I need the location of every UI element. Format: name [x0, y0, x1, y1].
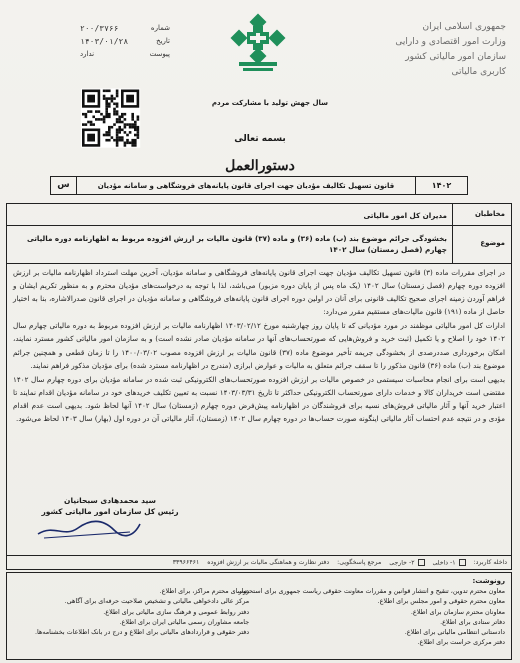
cc-item: معاونان محترم سازمان برای اطلاع.	[410, 607, 505, 616]
cc-left-column	[13, 586, 249, 647]
basmala: بسمه تعالی	[234, 134, 286, 144]
subject-label: موضوع	[480, 239, 505, 247]
document-title: دستورالعمل	[225, 158, 295, 174]
date-label: تاریخ	[156, 37, 170, 45]
addressee-label: مخاطبان	[474, 210, 505, 218]
cc-item: مرکز عالی دادخواهی مالیاتی و تشخیص صلاحیت حرفه‌ای برای آگاهی.	[64, 597, 250, 606]
cc-item: دفتر مرکزی حراست برای اطلاع.	[417, 638, 505, 647]
header-line: وزارت امور اقتصادی و دارایی	[395, 37, 506, 47]
number-value: ۲۰۰/۳۷۶۶	[80, 24, 119, 33]
attachment-label: پیوست	[149, 50, 170, 58]
subject-row	[7, 226, 511, 264]
response-phone: ۳۳۹۶۶۴۶۱	[172, 559, 200, 566]
attachment-value: ندارد	[80, 50, 95, 58]
cc-item: معاون محترم حقوقی و امور مجلس برای اطلاع.	[377, 597, 505, 606]
subject-value: بخشودگی جرائم موضوع بند (ب) ماده (۳۶) و ماده (۳۷) قانون مالیات بر ارزش افزوده مربوط به اظهارنامه دوره مالیاتی چهارم (فصل زمستان) سال ۱۴۰۲	[26, 234, 447, 254]
year-slogan: سال جهش تولید با مشارکت مردم	[211, 99, 329, 107]
external-option-label: ۲- خارجی	[389, 559, 415, 567]
header-line: کاربری مالیاتی	[451, 67, 506, 77]
response-reference-label: مرجع پاسخگویی:	[337, 559, 382, 566]
checkbox-icon	[459, 559, 466, 566]
qr-code	[74, 88, 148, 148]
ministry-header	[356, 20, 506, 80]
distribution-label: داخله کاربرد:	[473, 559, 507, 566]
handwritten-signature	[34, 516, 144, 542]
cc-item: دفتر روابط عمومی و فرهنگ سازی مالیاتی برای اطلاع.	[103, 607, 250, 616]
addressee-row	[7, 204, 511, 226]
cc-item: دفتر حقوقی و قراردادهای مالیاتی برای اطلاع و درج در بانک اطلاعات بخشنامه‌ها.	[34, 628, 250, 637]
law-year: ۱۴۰۲	[415, 177, 467, 194]
carbon-copy-list	[6, 572, 512, 660]
cc-label: رونوشت:	[472, 577, 505, 585]
cc-item: روسای محترم مراکز، برای اطلاع.	[159, 587, 250, 596]
cc-item: معاون محترم تدوین، تنقیح و انتشار قوانین و مقررات معاونت حقوقی ریاست جمهوری برای استحضار.	[236, 587, 505, 596]
checkbox-icon	[418, 559, 425, 566]
law-reference-bar	[50, 176, 468, 195]
signature-block	[30, 495, 190, 517]
external-option	[385, 559, 428, 567]
internal-option	[429, 559, 470, 567]
law-title: قانون تسهیل تکالیف مؤدیان جهت اجرای قانون پایانه‌های فروشگاهی و سامانه مؤدیان	[97, 181, 395, 190]
signatory-name: سید محمدهادی سبحانیان	[64, 496, 156, 505]
header-line: جمهوری اسلامی ایران	[422, 22, 506, 32]
cc-item: دادستانی انتظامی مالیاتی برای اطلاع.	[404, 628, 505, 637]
cc-item: دفاتر ستادی برای اطلاع.	[440, 617, 505, 626]
addressee-value: مدیران کل امور مالیاتی	[363, 211, 447, 220]
body-paragraph: در اجرای مقررات ماده (۳) قانون تسهیل تکالیف مؤدیان جهت اجرای قانون پایانه‌های فروشگاهی و سامانه مؤدیان، آخرین مهلت استرداد اظهارنامه مالیات بر ارزش افزوده دوره چهارم (فصل زمستان) سال ۱۴۰۲ (یک ماه پس از پایان دوره مزبور) می‌باشد، لذا با توجه به درخواست‌های مؤدیان محترم و به منظور تکریم ایشان و فراهم آوردن زمینه اجرای صحیح تکالیف قانونی برای آنان در اولین دوره اجرای قانون پایانه‌های فروشگاهی و سامانه مؤدیان در اجرای قانون صدرالاشاره، بنا به اختیار حاصل از ماده (۱۹۱) قانون مالیات‌های مستقیم مقرر می‌دارد:	[13, 268, 505, 317]
response-office: دفتر نظارت و هماهنگی مالیات بر ارزش افزوده	[207, 559, 330, 566]
header-line: سازمان امور مالیاتی کشور	[405, 52, 506, 62]
date-value: ۱۴۰۳/۰۱/۲۸	[80, 37, 129, 46]
cc-item: جامعه مشاوران رسمی مالیاتی ایران برای اطلاع.	[119, 617, 250, 626]
letter-body	[13, 266, 505, 426]
letter-meta	[80, 22, 170, 61]
signatory-title: رئیس کل سازمان امور مالیاتی کشور	[41, 507, 179, 516]
internal-option-label: ۱- داخلی	[432, 559, 456, 567]
classification-code: س	[51, 177, 77, 194]
tax-organization-logo	[225, 14, 291, 76]
body-paragraph: بدیهی است برای انجام محاسبات سیستمی در خصوص مالیات بر ارزش افزوده صورتحساب‌های الکترونیکی ثبت شده در سامانه مؤدیان برای دوره چهارم سال ۱۴۰۲ مقتضی است خریداران کالا و خدمات دارای صورتحساب الکترونیکی حداکثر تا تاریخ ۱۴۰۳/۰۳/۳۱ نسبت به تعیین تکلیف خریدهای خود در سامانه مؤدیان اقدام نمایند تا اعتبار خرید آنها و آثار مالیاتی فروش‌های نسیه برای فروشندگان در اظهارنامه پیش‌فرض دوره چهارم (زمستان) سال ۱۴۰۲ آنها لحاظ شود. بدیهی است عدم اقدام مؤدی و در نتیجه عدم احتساب آثار مالیاتی اینگونه صورت حساب‌ها در دوره چهارم سال ۱۴۰۲ (زمستان)، آثار مالیاتی آن در دوره اول (بهار) سال ۱۴۰۳ لحاظ می‌شود.	[13, 374, 506, 424]
body-paragraph: ادارات کل امور مالیاتی موظفند در مورد مؤدیانی که تا پایان روز چهارشنبه مورخ ۱۴۰۳/۰۲/۱۲ اظهارنامه مالیات بر ارزش افزوده مربوط به دوره مالیاتی چهارم سال ۱۴۰۲ خود را اصلاح و یا تکمیل (ثبت خرید و فروش‌هایی که صورتحساب‌های آنها در سامانه مؤدیان صادر نشده است) و به سازمان امور مالیاتی کشور مسترد نمایند، امکان برخورداری صددرصدی از بخشودگی جریمه تأخیر موضوع ماده (۳۷) قانون مالیات بر ارزش افزوده مصوب ۱۴۰۰/۰۳/۰۲ را تا زمان قطعی و همچنین جرائم موضوع بند (ب) ماده (۳۶) قانون مذکور را تا سقف جرائم متعلق به مالیات و عوارض ابرازی (مندرج در اظهارنامه مسترد شده) برای مؤدیان مذکور فراهم نمایند.	[13, 321, 505, 370]
cc-right-column	[236, 586, 505, 647]
number-label: شماره	[150, 24, 170, 32]
distribution-bar	[6, 556, 512, 570]
